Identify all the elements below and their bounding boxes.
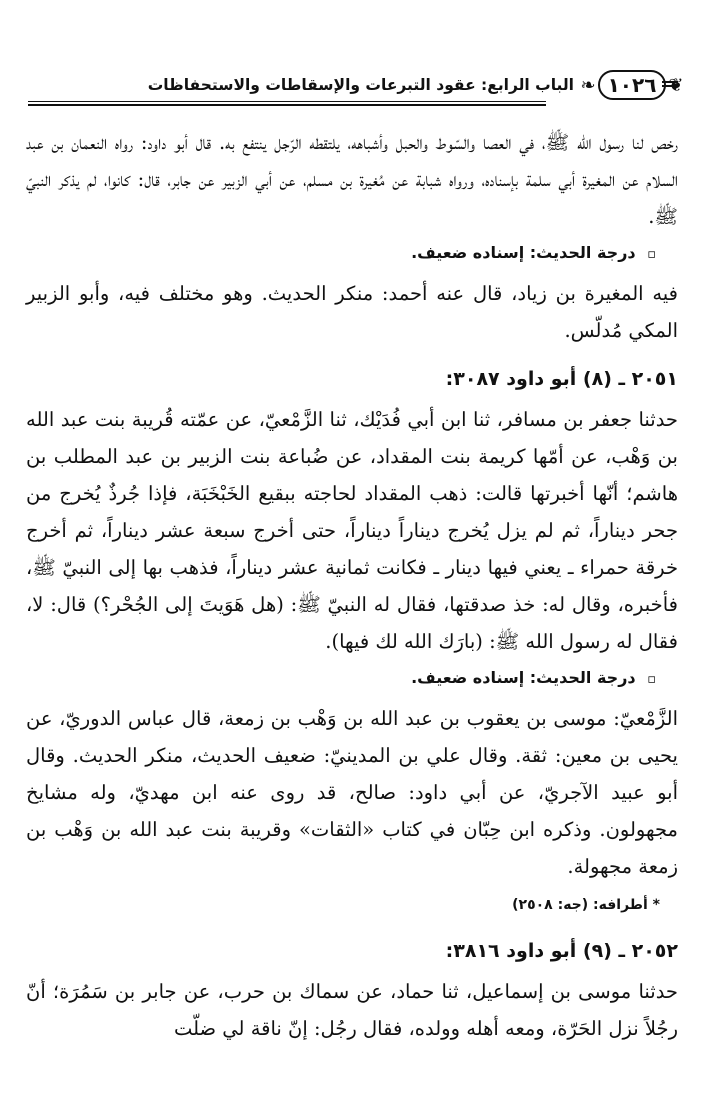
chapter-title: الباب الرابع: عقود التبرعات والإسقاطات والاستحفاظات bbox=[147, 76, 574, 94]
header-rule bbox=[28, 101, 546, 106]
hadith-grade bbox=[26, 662, 678, 696]
right-ornament-icon: ❧ bbox=[580, 74, 596, 96]
paragraph: الزَّمْعيّ: موسى بن يعقوب بن عبد الله بن وَهْب بن زمعة، قال عباس الدوريّ، عن يحيى بن معين: ثقة. وقال علي بن المدينيّ: ضعيف الحديث، منكر الحديث. وقال أبو عبيد الآجريّ، عن أبي داود: صالح، قد روى عنه ابن مهديّ، وله مشايخ مجهولون. وذكره ابن حِبّان في كتاب «الثقات» وقريبة بنت عبد الله بن وَهْب بن زمعة مجهولة. bbox=[26, 707, 678, 878]
hadith-heading: ٢٠٥١ ـ (٨) أبو داود ٣٠٨٧: bbox=[445, 368, 678, 390]
page-number-cartouche bbox=[580, 68, 684, 102]
hadith-heading: ٢٠٥٢ ـ (٩) أبو داود ٣٨١٦: bbox=[445, 940, 678, 962]
cross-reference-note bbox=[26, 889, 678, 921]
page-body bbox=[26, 124, 678, 1047]
paragraph: حدثنا جعفر بن مسافر، ثنا ابن أبي فُدَيْك، ثنا الزَّمْعيّ، عن عمّته قُريبة بنت عبد الله بن وَهْب، عن أمّها كريمة بنت المقداد، عن ضُباعة بنت الزبير بن عبد المطلب بن هاشم؛ أنّها أخبرتها قالت: ذهب المقداد لحاجته ببقيع الخَبْخَبَة، فإذا جُرذٌ يُخرج من جحر ديناراً، ثم لم يزل يُخرج ديناراً ديناراً، حتى أخرج سبعة عشر ديناراً، ثم أخرج خرقة حمراء ـ يعني فيها دينار ـ فكانت ثمانية عشر ديناراً، فذهب بها إلى النبيّ ﷺ، فأخبره، وقال له: خذ صدقتها، فقال له النبيّ ﷺ: (هل هَوَيتَ إلى الجُحْر؟) قال: لا، فقال له رسول الله ﷺ: (بارَك الله لك فيها). bbox=[26, 408, 678, 653]
grade-text: درجة الحديث: إسناده ضعيف. bbox=[411, 668, 636, 687]
square-bullet-icon: ▫ bbox=[647, 247, 656, 262]
note-text: أطرافه: (جه: ٢٥٠٨) bbox=[512, 897, 648, 913]
running-header bbox=[28, 64, 684, 106]
page-number: ١٠٢٦ bbox=[598, 70, 667, 100]
grade-text: درجة الحديث: إسناده ضعيف. bbox=[411, 243, 636, 262]
paragraph: فيه المغيرة بن زياد، قال عنه أحمد: منكر الحديث. وهو مختلف فيه، وأبو الزبير المكي مُدلّس. bbox=[26, 282, 678, 342]
square-bullet-icon: ▫ bbox=[647, 672, 656, 687]
paragraph: حدثنا موسى بن إسماعيل، ثنا حماد، عن سماك بن حرب، عن جابر بن سَمُرَة؛ أنّ رجُلاً نزل الحَرّة، ومعه أهله وولده، فقال رجُل: إنّ ناقة لي ضلّت bbox=[26, 980, 678, 1040]
left-ornament-icon: ❦ bbox=[668, 74, 684, 96]
hadith-grade bbox=[26, 237, 678, 271]
asterisk-icon: * bbox=[652, 897, 660, 913]
paragraph: رخص لنا رسول الله ﷺ، في العصا والسّوط والحبل وأشباهه، يلتقطه الرّجل ينتفع به. قال أبو داود: رواه النعمان بن عبد السلام عن المغيرة أبي سلمة بإسناده، ورواه شبابة عن مُغيرة بن مسلم، عن أبي الزبير عن جابر، قال: كانوا، لم يذكر النبيّ ﷺ. bbox=[26, 131, 678, 228]
